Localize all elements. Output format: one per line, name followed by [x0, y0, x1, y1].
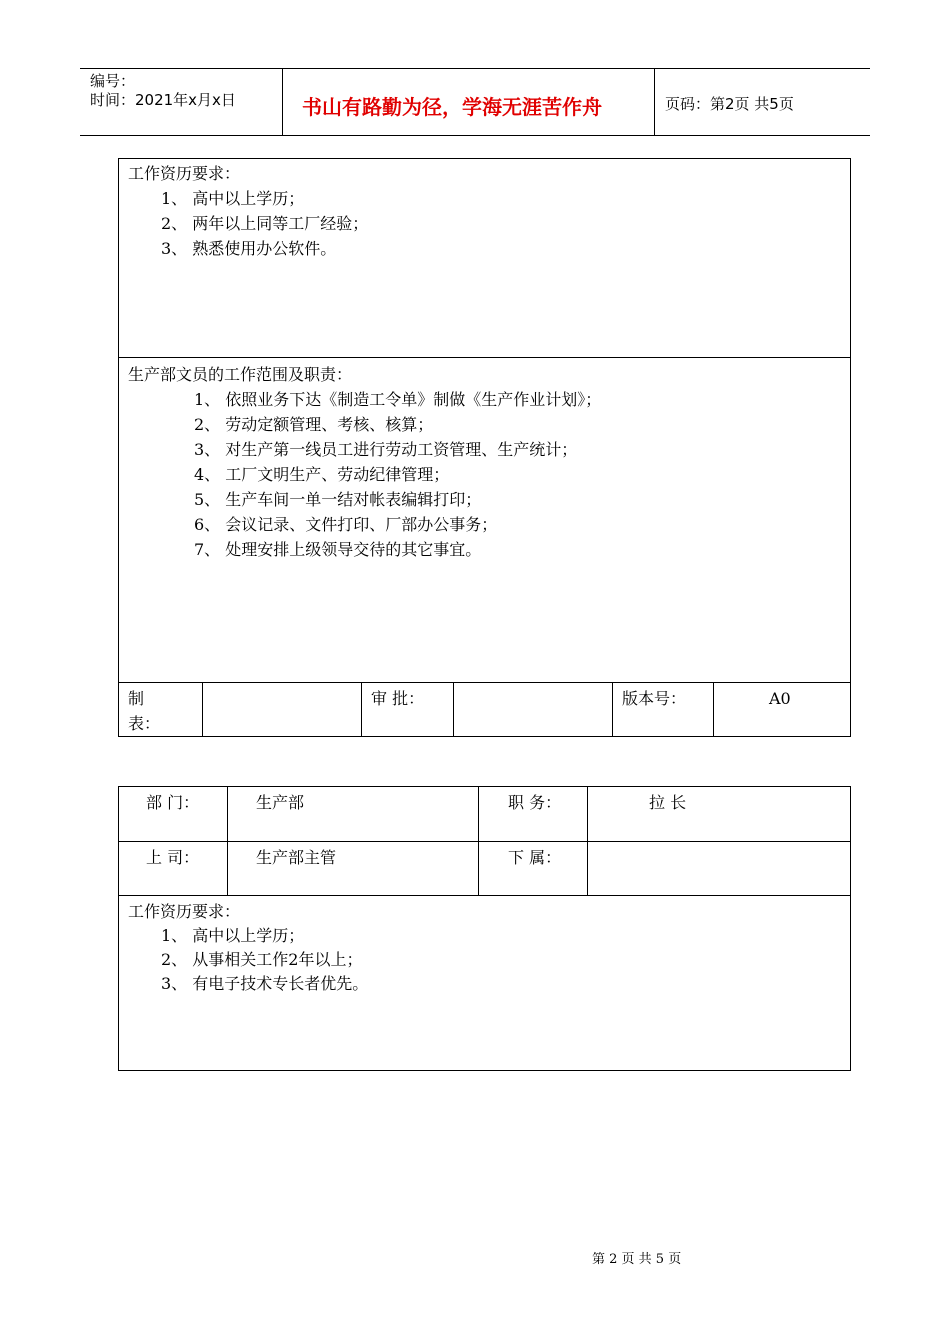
page-footer: 第 2 页 共 5 页: [592, 1252, 682, 1267]
duty-item: 2、 劳动定额管理、考核、核算；: [194, 415, 434, 434]
page-indicator: 页码：第2页 共5页: [665, 95, 794, 113]
cell-divider: [478, 786, 479, 896]
position-label: 职 务：: [508, 793, 562, 812]
superior-label: 上 司：: [146, 848, 200, 867]
cell-divider: [713, 682, 714, 737]
cell-divider: [587, 786, 588, 896]
qualification-item: 3、 熟悉使用办公软件。: [161, 239, 337, 258]
cell-divider: [361, 682, 362, 737]
department-value: 生产部: [256, 793, 305, 812]
superior-value: 生产部主管: [256, 848, 337, 867]
qualification-item: 2、 从事相关工作2年以上；: [161, 950, 363, 969]
position-value: 拉 长: [649, 793, 687, 812]
duty-item: 5、 生产车间一单一结对帐表编辑打印；: [194, 490, 482, 509]
subordinate-label: 下 属：: [508, 848, 562, 867]
qualifications-title: 工作资历要求：: [128, 902, 241, 921]
doc-time-label: 时间：2021年x月x日: [90, 91, 236, 109]
qualification-item: 1、 高中以上学历；: [161, 189, 305, 208]
cell-divider: [453, 682, 454, 737]
duty-item: 7、 处理安排上级领导交待的其它事宜。: [194, 540, 482, 559]
prepared-by-label: 制: [128, 689, 145, 708]
duties-title: 生产部文员的工作范围及职责：: [128, 365, 353, 384]
header-divider: [654, 68, 655, 136]
cell-divider: [202, 682, 203, 737]
header-divider: [282, 68, 283, 136]
row-divider: [118, 357, 851, 358]
qualification-item: 1、 高中以上学历；: [161, 926, 305, 945]
version-value: A0: [769, 689, 791, 708]
approved-by-label: 审 批：: [371, 689, 425, 708]
qualifications-title: 工作资历要求：: [128, 164, 241, 183]
doc-number-label: 编号：: [90, 72, 136, 90]
header-motto: 书山有路勤为径，学海无涯苦作舟: [302, 95, 602, 119]
department-label: 部 门：: [146, 793, 200, 812]
duty-item: 3、 对生产第一线员工进行劳动工资管理、生产统计；: [194, 440, 578, 459]
duty-item: 4、 工厂文明生产、劳动纪律管理；: [194, 465, 450, 484]
qualification-item: 2、 两年以上同等工厂经验；: [161, 214, 369, 233]
version-label: 版本号：: [622, 689, 687, 708]
duty-item: 6、 会议记录、文件打印、厂部办公事务；: [194, 515, 498, 534]
row-divider: [118, 682, 851, 683]
prepared-by-label: 表：: [128, 714, 161, 733]
qualification-item: 3、 有电子技术专长者优先。: [161, 974, 369, 993]
cell-divider: [227, 786, 228, 896]
duty-item: 1、 依照业务下达《制造工令单》制做《生产作业计划》；: [194, 390, 602, 409]
cell-divider: [612, 682, 613, 737]
